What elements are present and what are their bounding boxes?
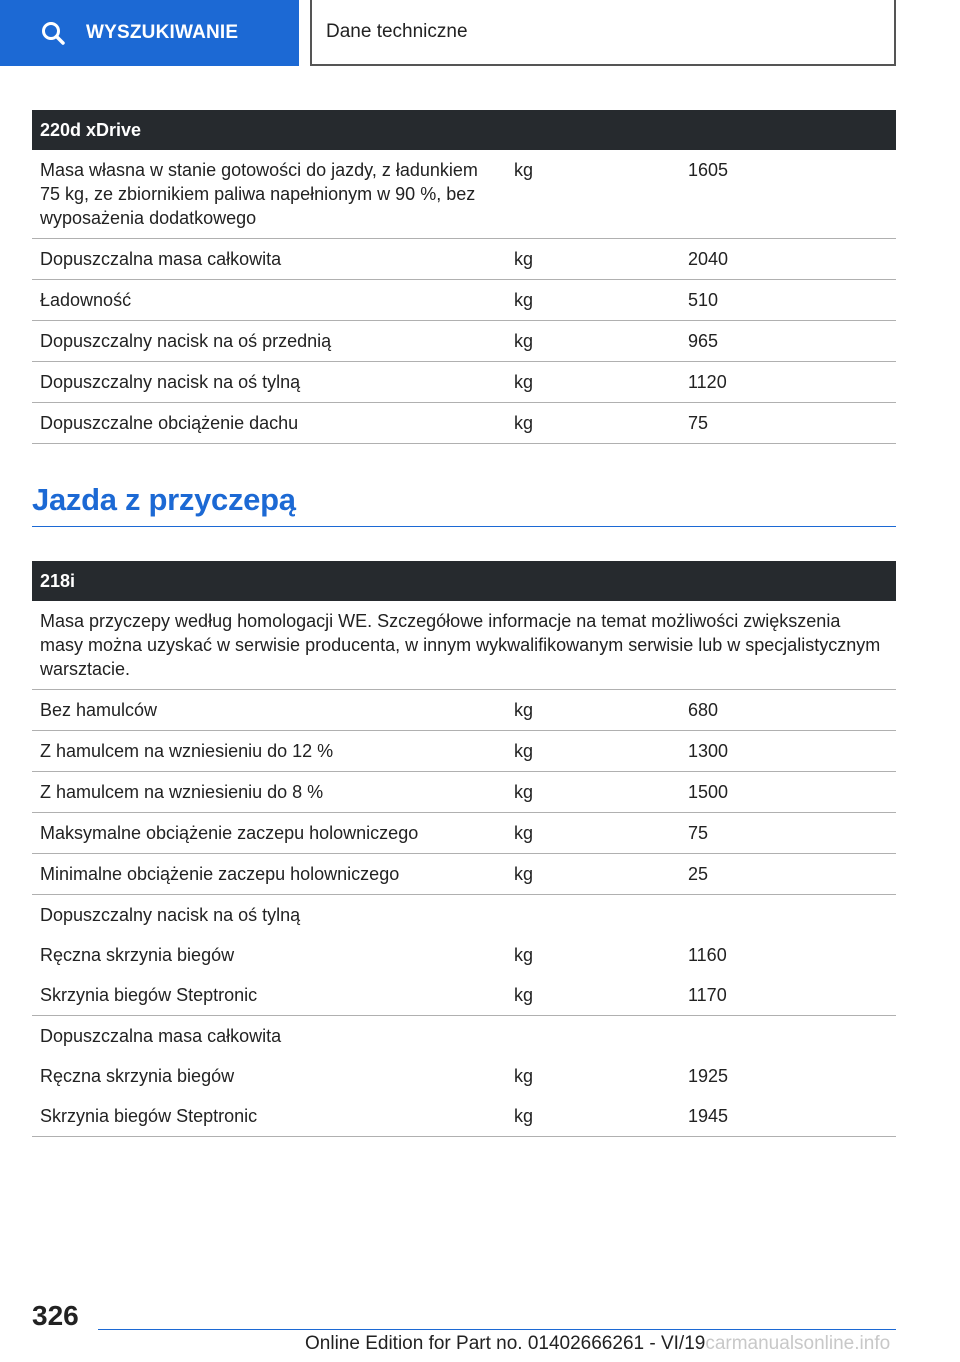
- row-unit: kg: [514, 700, 534, 720]
- table-row: [32, 362, 896, 403]
- row-unit: kg: [514, 1106, 534, 1126]
- row-value: 1170: [688, 985, 727, 1005]
- group-label: Dopuszczalny nacisk na oś tylną: [40, 905, 301, 925]
- table-row: [32, 150, 896, 239]
- table-row: [32, 935, 896, 975]
- row-value: 75: [688, 413, 709, 433]
- row-unit: kg: [514, 945, 534, 965]
- row-label: Maksymalne obciążenie zaczepu holowniczego: [40, 823, 419, 843]
- spec-table-220d: [32, 110, 896, 444]
- table-group-header: [32, 895, 896, 935]
- row-label: Ładowność: [40, 290, 132, 310]
- group-label: Dopuszczalna masa całkowita: [40, 1026, 282, 1046]
- row-label: Ręczna skrzynia biegów: [40, 945, 235, 965]
- row-unit: kg: [514, 823, 534, 843]
- row-label: Bez hamulców: [40, 700, 158, 720]
- table-row: [32, 731, 896, 772]
- row-unit: kg: [514, 1066, 534, 1086]
- row-unit: kg: [514, 864, 534, 884]
- row-value: 75: [688, 823, 709, 843]
- table-row: [32, 1096, 896, 1137]
- row-value: 965: [688, 331, 719, 351]
- row-label: Z hamulcem na wzniesieniu do 8 %: [40, 782, 324, 802]
- row-value: 2040: [688, 249, 729, 269]
- page-number: 326: [32, 1300, 79, 1331]
- table-row: [32, 690, 896, 731]
- table-row: [32, 813, 896, 854]
- table-row: [32, 854, 896, 895]
- row-label: Dopuszczalny nacisk na oś przednią: [40, 331, 332, 351]
- row-unit: kg: [514, 160, 534, 180]
- row-value: 680: [688, 700, 719, 720]
- row-label: Masa własna w stanie gotowości do jazdy, z ładunkiem 75 kg, ze zbiornikiem paliwa napełnionym w 90 %, bez wyposażenia dodatkowego: [40, 160, 478, 228]
- table-header: 218i: [32, 561, 896, 601]
- row-label: Skrzynia biegów Steptronic: [40, 985, 258, 1005]
- row-value: 1925: [688, 1066, 729, 1086]
- table-row: [32, 1056, 896, 1096]
- search-button-label: WYSZUKIWANIE: [86, 22, 239, 43]
- row-unit: kg: [514, 741, 534, 761]
- row-label: Z hamulcem na wzniesieniu do 12 %: [40, 741, 334, 761]
- row-unit: kg: [514, 249, 534, 269]
- search-icon: [40, 20, 66, 46]
- row-value: 510: [688, 290, 719, 310]
- row-value: 1160: [688, 945, 727, 965]
- row-label: Dopuszczalna masa całkowita: [40, 249, 282, 269]
- row-value: 1300: [688, 741, 729, 761]
- table-row: [32, 403, 896, 444]
- row-value: 1605: [688, 160, 729, 180]
- row-value: 1945: [688, 1106, 729, 1126]
- search-button[interactable]: [0, 0, 299, 66]
- row-value: 1120: [688, 372, 727, 392]
- row-label: Dopuszczalny nacisk na oś tylną: [40, 372, 301, 392]
- row-unit: kg: [514, 290, 534, 310]
- edition-text: Online Edition for Part no. 01402666261 - VI/19: [305, 1333, 706, 1354]
- table-row: [32, 280, 896, 321]
- row-value: 1500: [688, 782, 729, 802]
- section-title: Dane techniczne: [326, 21, 468, 42]
- section-title-box[interactable]: [310, 0, 896, 66]
- table-note-row: [32, 601, 896, 690]
- table-header: 220d xDrive: [32, 110, 896, 150]
- row-label: Minimalne obciążenie zaczepu holowniczego: [40, 864, 400, 884]
- row-unit: kg: [514, 782, 534, 802]
- footer-edition: [305, 1333, 890, 1355]
- table-note: Masa przyczepy według homologacji WE. Szczegółowe informacje na temat możliwości zwiększenia masy można uzyskać w serwisie producenta, w innym wykwalifikowanym serwisie lub w specjalistycznym warsztacie.: [40, 611, 881, 679]
- row-unit: kg: [514, 331, 534, 351]
- table-row: [32, 772, 896, 813]
- table-group-header: [32, 1016, 896, 1056]
- watermark: carmanualsonline.info: [705, 1333, 891, 1354]
- table-row: [32, 975, 896, 1016]
- table-row: [32, 321, 896, 362]
- table-row: [32, 239, 896, 280]
- spec-table-218i: [32, 561, 896, 1137]
- row-label: Dopuszczalne obciążenie dachu: [40, 413, 299, 433]
- section-heading: Jazda z przyczepą: [32, 482, 896, 527]
- row-label: Skrzynia biegów Steptronic: [40, 1106, 258, 1126]
- row-unit: kg: [514, 985, 534, 1005]
- row-label: Ręczna skrzynia biegów: [40, 1066, 235, 1086]
- row-unit: kg: [514, 372, 534, 392]
- footer-divider: [98, 1329, 896, 1330]
- row-value: 25: [688, 864, 709, 884]
- row-unit: kg: [514, 413, 534, 433]
